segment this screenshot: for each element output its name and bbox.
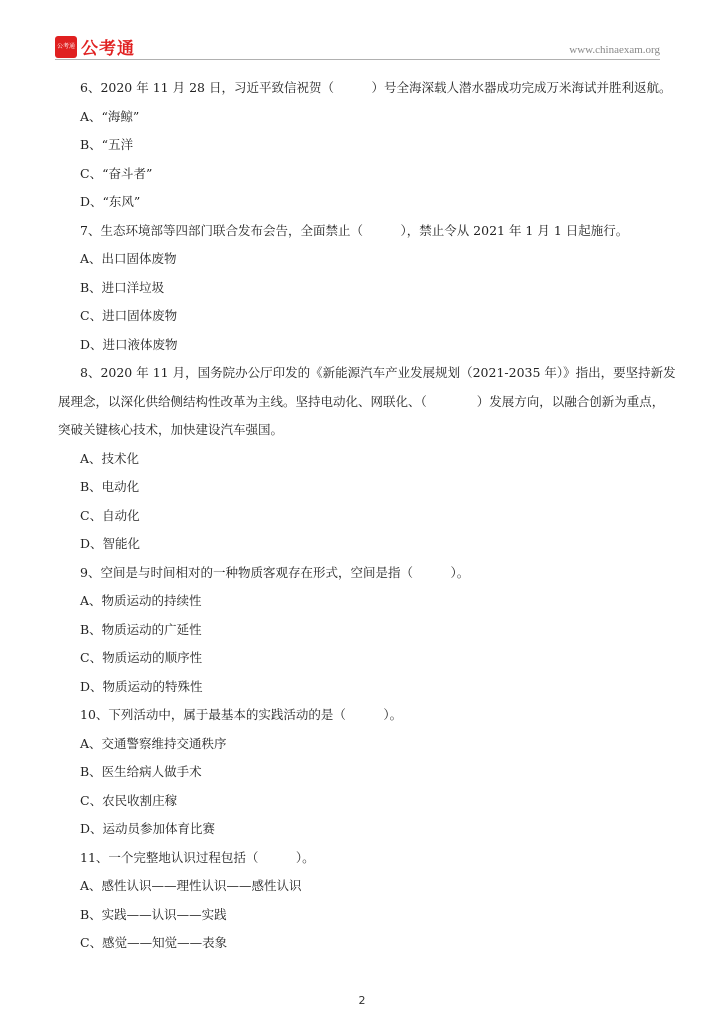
header-divider	[55, 59, 660, 60]
option: A、物质运动的持续性	[80, 593, 202, 608]
option: B、电动化	[80, 479, 140, 494]
question-stem: 10、下列活动中，属于最基本的实践活动的是（ ）。	[80, 707, 403, 722]
site-logo[interactable]	[55, 34, 135, 59]
option: D、进口液体废物	[80, 336, 178, 352]
option: B、医生给病人做手术	[80, 764, 202, 779]
question-list	[58, 78, 676, 962]
option: D、智能化	[80, 536, 141, 551]
question-stem: 9、空间是与时间相对的一种物质客观存在形式，空间是指（ ）。	[80, 564, 470, 580]
logo-icon: 公考通	[55, 36, 77, 58]
option: A、技术化	[80, 450, 140, 466]
option: C、农民收割庄稼	[80, 792, 178, 808]
page-header	[0, 0, 724, 62]
logo-text: 公考通	[81, 39, 135, 59]
option: C、感觉——知觉——表象	[80, 935, 228, 950]
question-stem-continued: 展理念，以深化供给侧结构性改革为主线。坚持电动化、网联化、（ ）发展方向，以融合创新为重点，	[58, 393, 665, 409]
option: C、物质运动的顺序性	[80, 650, 203, 665]
question-stem: 11、一个完整地认识过程包括（ ）。	[80, 849, 315, 865]
option: B、物质运动的广延性	[80, 621, 202, 637]
option: B、进口洋垃圾	[80, 279, 165, 295]
option: A、交通警察维持交通秩序	[80, 735, 227, 751]
option: C、“奋斗者”	[80, 165, 153, 181]
option: D、“东风”	[80, 194, 141, 209]
option: B、“五洋	[80, 137, 134, 152]
option: A、“海鲸”	[80, 108, 140, 124]
question-stem-continued: 突破关键核心技术，加快建设汽车强国。	[58, 422, 284, 437]
question-stem: 6、2020 年 11 月 28 日，习近平致信祝贺（ ）号全海深载人潜水器成功完成万米海试并胜利返航。	[80, 80, 672, 95]
option: D、物质运动的特殊性	[80, 678, 203, 694]
option: A、感性认识——理性认识——感性认识	[80, 878, 302, 893]
page-number: 2	[358, 994, 366, 1007]
option: B、实践——认识——实践	[80, 906, 227, 922]
option: D、运动员参加体育比赛	[80, 821, 216, 836]
option: C、进口固体废物	[80, 308, 178, 323]
option: C、自动化	[80, 507, 140, 523]
question-stem: 8、2020 年 11 月，国务院办公厅印发的《新能源汽车产业发展规划（2021-2035 年）》指出，要坚持新发	[80, 365, 676, 380]
question-stem: 7、生态环境部等四部门联合发布会告，全面禁止（ ），禁止令从 2021 年 1 月 1 日起施行。	[80, 222, 629, 238]
site-url[interactable]: www.chinaexam.org	[569, 44, 660, 56]
option: A、出口固体废物	[80, 251, 177, 266]
